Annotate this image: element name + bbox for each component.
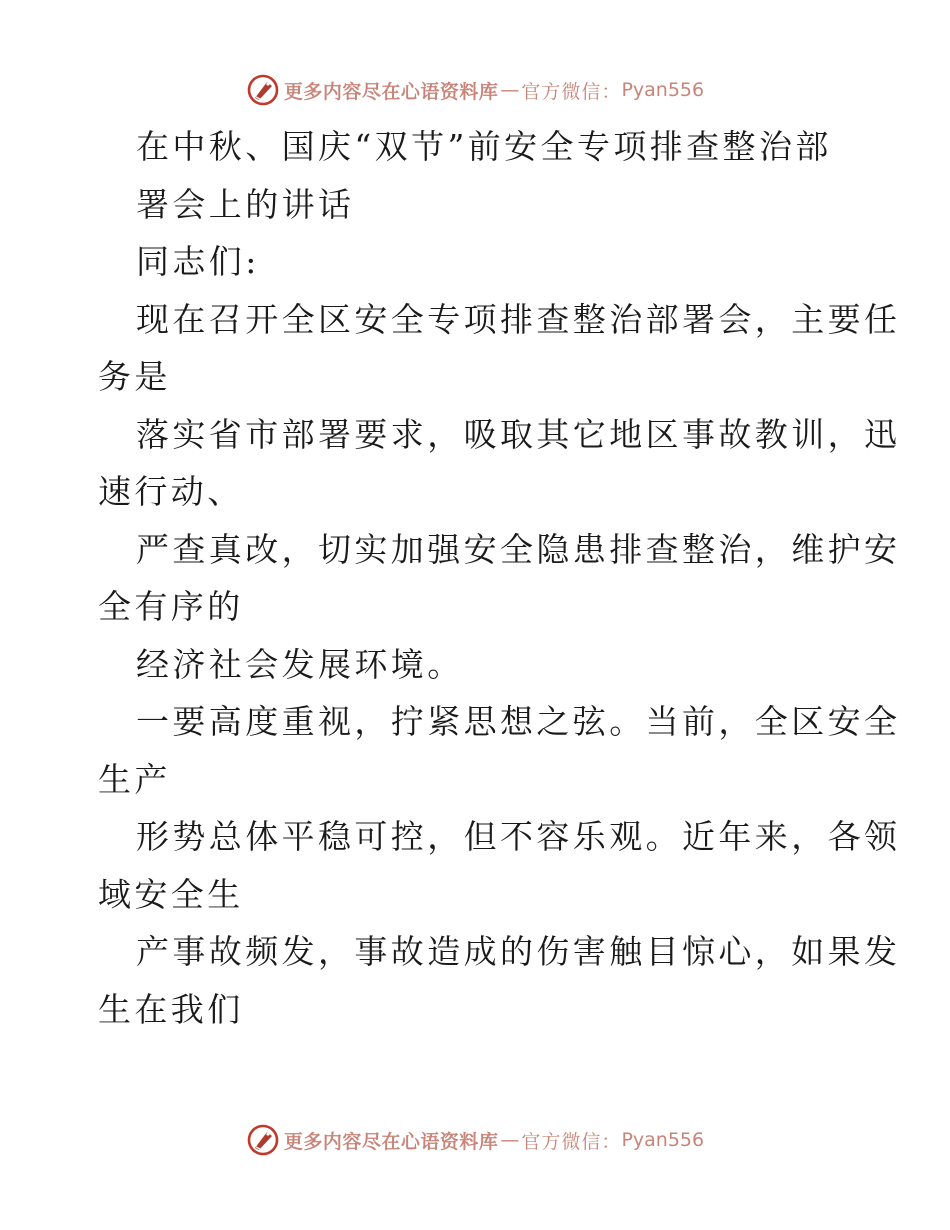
document-body [98, 118, 901, 1038]
text-line: 生产 [98, 759, 171, 799]
banner-main-text: 更多内容尽在心语资料库 [283, 80, 499, 103]
footer-banner [0, 1118, 950, 1162]
header-banner [0, 68, 950, 112]
text-line: 全有序的 [98, 587, 244, 626]
pen-nib-icon [246, 1123, 280, 1157]
text-line: 同志们: [136, 242, 260, 281]
banner-main-text: 更多内容尽在心语资料库 [283, 1130, 499, 1153]
text-line: 形势总体平稳可控，但不容乐观。近年来，各领 [136, 817, 901, 856]
text-line: 现在召开全区安全专项排查整治部署会，主要任 [136, 299, 901, 339]
banner-wechat-label: 官方微信： [521, 80, 622, 103]
banner-wechat-id: Pyan556 [621, 79, 705, 101]
text-line: 一要高度重视，拧紧思想之弦。当前，全区安全 [136, 702, 901, 741]
banner-separator: — [500, 1129, 520, 1151]
text-line: 产事故频发，事故造成的伤害触目惊心，如果发 [136, 932, 901, 971]
pen-nib-icon [246, 73, 280, 107]
text-line: 务是 [98, 357, 171, 396]
text-line: 署会上的讲话 [136, 184, 355, 224]
text-line: 在中秋、国庆“双节”前安全专项排查整治部 [136, 127, 832, 166]
text-line: 经济社会发展环境。 [136, 644, 464, 684]
banner-wechat-id: Pyan556 [621, 1129, 705, 1151]
text-line: 落实省市部署要求，吸取其它地区事故教训，迅 [136, 414, 901, 454]
banner-wechat-label: 官方微信： [521, 1130, 622, 1153]
text-line: 域安全生 [98, 874, 244, 914]
banner-separator: — [500, 79, 520, 101]
text-line: 严查真改，切实加强安全隐患排查整治，维护安 [136, 529, 901, 569]
text-line: 速行动、 [98, 472, 244, 511]
text-line: 生在我们 [98, 989, 244, 1029]
